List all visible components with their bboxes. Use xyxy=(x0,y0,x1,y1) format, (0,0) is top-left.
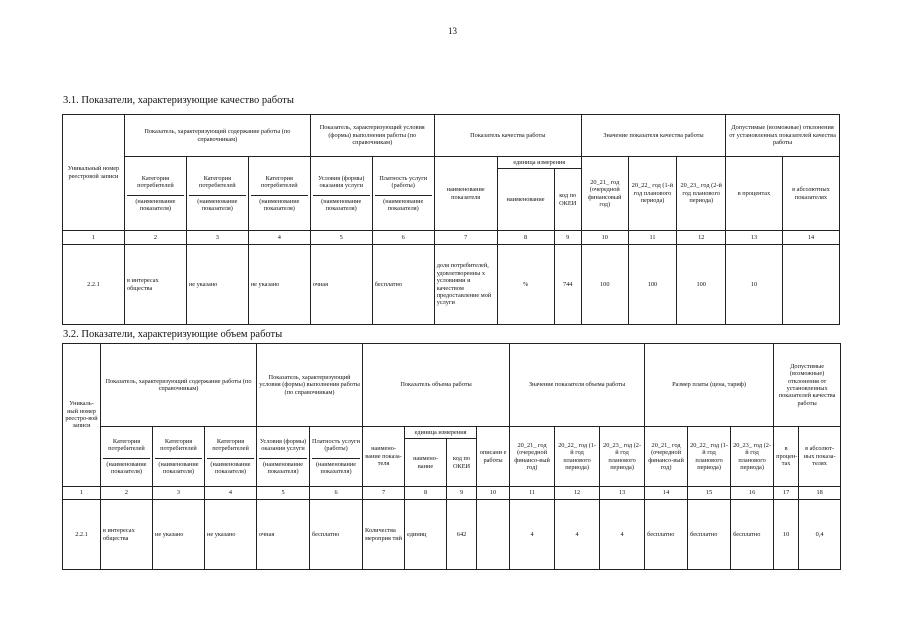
header-cat-2: Категория потребителей (наименование показателя) xyxy=(186,157,248,231)
header-unit: единица измерения xyxy=(405,427,477,439)
header-year-2: 20_22_ год (1-й год планового периода) xyxy=(555,427,600,487)
header-cond: Условия (формы) оказания услуги (наименование показателя) xyxy=(310,157,372,231)
header-cond: Условия (формы) оказания услуги (наименование показателя) xyxy=(257,427,310,487)
header-okei: код по ОКЕИ xyxy=(554,169,581,231)
header-value: Значение показателя объема работы xyxy=(510,344,645,427)
header-year-3: 20_23_ год (2-й год планового периода) xyxy=(600,427,645,487)
header-desc: описани е работы xyxy=(477,427,510,487)
header-cat-3: Категория потребителей (наименование показателя) xyxy=(248,157,310,231)
header-content: Показатель, характеризующий содержание работы (по справочникам) xyxy=(124,115,310,157)
header-deviation: Допустимые (возможные) отклонения от установленных показателей качества работы xyxy=(726,115,840,157)
header-cat-2: Категория потребителей (наименование показателя) xyxy=(153,427,205,487)
header-year-1: 20_21_ год (очередной финансо-вый год) xyxy=(510,427,555,487)
header-cat-1: Категория потребителей (наименование показателя) xyxy=(101,427,153,487)
header-conditions: Показатель, характеризующий условия (формы) выполнения работы (по справочникам) xyxy=(257,344,363,427)
header-unique: Уникаль-ный номер реестро-вой записи xyxy=(63,344,101,487)
header-okei: код по ОКЕИ xyxy=(447,439,477,487)
quality-table xyxy=(62,114,840,325)
header-volume: Показатель объема работы xyxy=(363,344,510,427)
header-pay: Платность услуги (работы) (наименование показателя) xyxy=(310,427,363,487)
header-pay: Платность услуги (работы) (наименование показателя) xyxy=(372,157,434,231)
header-unique: Уникальный номер реестровой записи xyxy=(63,115,125,231)
header-indname: наименование показателя xyxy=(434,157,497,231)
header-unit: единица измерения xyxy=(497,157,581,169)
header-content: Показатель, характеризующий содержание работы (по справочникам) xyxy=(101,344,257,427)
header-cat-1: Категория потребителей (наименование показателя) xyxy=(124,157,186,231)
section-title-quality: 3.1. Показатели, характеризующие качество работы xyxy=(63,95,294,106)
header-year-2: 20_22_ год (1-й год планового периода) xyxy=(628,157,677,231)
header-conditions: Показатель, характеризующий условия (формы) выполнения работы (по справочникам) xyxy=(310,115,434,157)
table-row: 2.2.1 в интересах общества не указано не указано очная бесплатно доля потребителей, удовлетворенны х условиями и качеством предоставление мой услуги % 744 100 100 100 10 xyxy=(63,245,840,325)
header-abs: в абсолют-ных показа-телях xyxy=(799,427,841,487)
header-quality: Показатель качества работы xyxy=(434,115,581,157)
header-year-1: 20_21_ год (очередной финансовый год) xyxy=(581,157,628,231)
header-value: Значение показателя качества работы xyxy=(581,115,725,157)
header-unitname: наимено-вание xyxy=(405,439,447,487)
page-number: 13 xyxy=(448,26,457,36)
header-cat-3: Категория потребителей (наименование показателя) xyxy=(205,427,257,487)
header-deviation: Допустимые (возможные) отклонения от установленных показателей качества работы xyxy=(774,344,841,427)
column-numbers-row: 1 2 3 4 5 6 7 8 9 10 11 12 13 14 15 16 17 18 xyxy=(63,487,841,500)
header-pct: в процентах xyxy=(726,157,783,231)
header-unitname: наименование xyxy=(497,169,554,231)
header-price-year-1: 20_21_ год (очередной финансо-вый год) xyxy=(645,427,688,487)
section-title-volume: 3.2. Показатели, характеризующие объем работы xyxy=(63,329,283,340)
table-row: 2.2.1 в интересах общества не указано не указано очная бесплатно Количества мероприя тий единиц 642 4 4 4 бесплатно бесплатно бесплатно 10 0,4 xyxy=(63,500,841,570)
header-price-year-3: 20_23_ год (2-й год планового периода) xyxy=(731,427,774,487)
header-price-year-2: 20_22_ год (1-й год планового периода) xyxy=(688,427,731,487)
column-numbers-row: 1 2 3 4 5 6 7 8 9 10 11 12 13 14 xyxy=(63,231,840,245)
volume-table xyxy=(62,343,841,570)
header-indname: наимено-вание показа-теля xyxy=(363,427,405,487)
header-price: Размер платы (цена, тариф) xyxy=(645,344,774,427)
header-abs: в абсолютных показателях xyxy=(782,157,839,231)
header-year-3: 20_23_ год (2-й год планового периода) xyxy=(677,157,726,231)
header-pct: в процен-тах xyxy=(774,427,799,487)
